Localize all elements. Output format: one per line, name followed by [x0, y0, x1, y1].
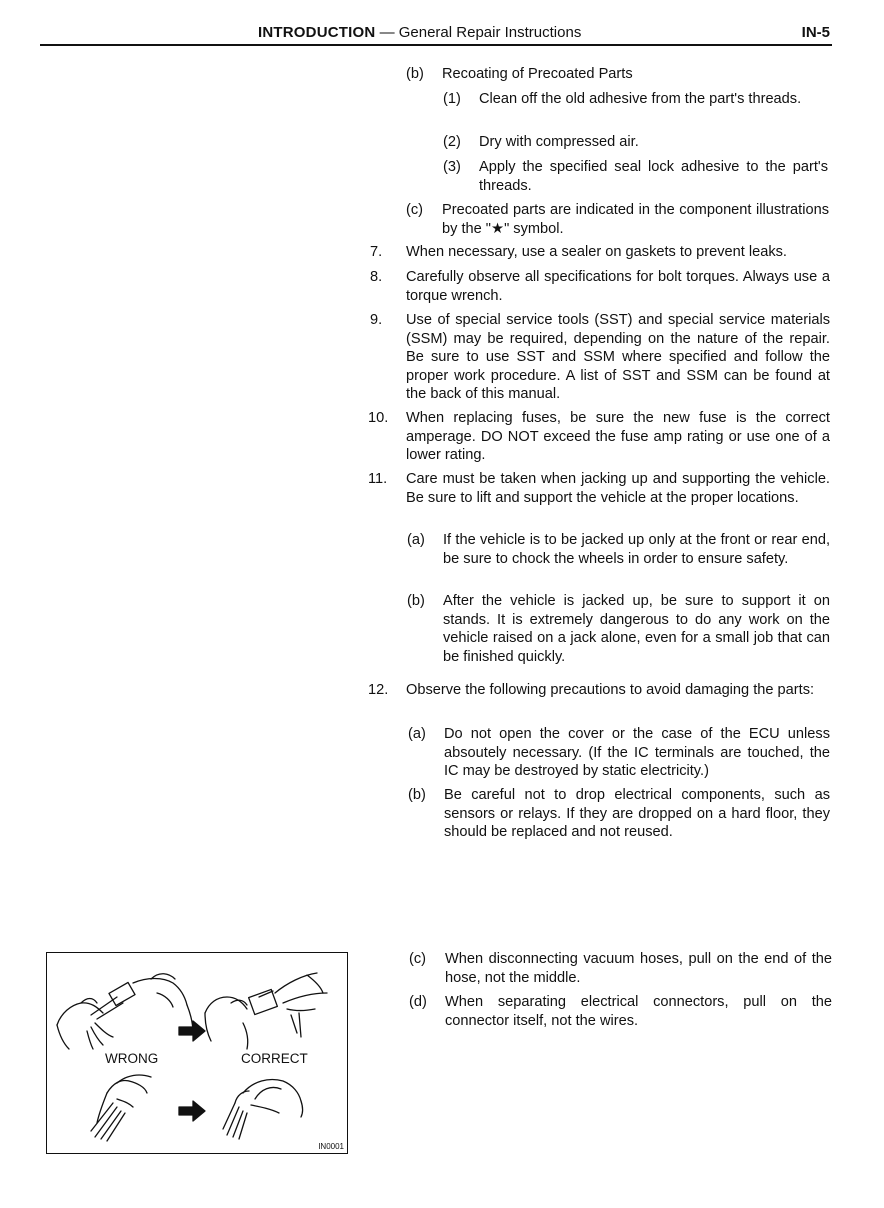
item-text: Clean off the old adhesive from the part's threads. — [479, 91, 802, 107]
item-text: Dry with compressed air. — [479, 134, 639, 150]
wrong-hands-drawing — [57, 974, 193, 1049]
item-marker: 12. — [368, 682, 389, 698]
item-marker: (1) — [443, 91, 461, 107]
header-dash: — — [379, 24, 395, 41]
label-wrong: WRONG — [105, 1051, 159, 1066]
wrong-wire-bundle-drawing — [91, 1075, 151, 1141]
item-text: After the vehicle is jacked up, be sure to support it on stands. It is extremely dangerous to do any work on the vehicle raised on a jack alone, even for a small job that can be finished quickly. — [443, 593, 830, 665]
correct-connector-drawing — [223, 1080, 303, 1140]
item-text: Precoated parts are indicated in the component illustrations by the "★" symbol. — [442, 202, 829, 237]
header-title — [258, 24, 581, 41]
item-text: Apply the specified seal lock adhesive to the part's threads. — [479, 159, 828, 194]
item-text: When disconnecting vacuum hoses, pull on the end of the hose, not the middle. — [445, 951, 832, 986]
item-text: Use of special service tools (SST) and special service materials (SSM) may be required, depending on the nature of the repair. Be sure to use SST and SSM where specified and follow the proper work procedure. A list of SST and SSM can be found at the back of this manual. — [406, 312, 830, 403]
item-marker: (b) — [406, 66, 424, 82]
item-marker: (a) — [408, 726, 426, 742]
item-text: If the vehicle is to be jacked up only at the front or rear end, be sure to chock the wheels in order to ensure safety. — [443, 532, 830, 567]
item-marker: (2) — [443, 134, 461, 150]
item-text: Carefully observe all specifications for bolt torques. Always use a torque wrench. — [406, 269, 830, 304]
item-marker: (c) — [406, 202, 424, 218]
item-marker: (3) — [443, 159, 461, 175]
figure-code: IN0001 — [318, 1142, 344, 1151]
header-subtitle: General Repair Instructions — [398, 24, 582, 41]
item-text: Care must be taken when jacking up and supporting the vehicle. Be sure to lift and support the vehicle at the proper locations. — [406, 471, 830, 506]
item-marker: 10. — [368, 410, 389, 426]
correct-hands-drawing — [205, 973, 327, 1049]
item-marker: 8. — [370, 269, 383, 285]
item-marker: 9. — [370, 312, 383, 328]
page-number: IN-5 — [801, 24, 830, 41]
item-marker: 11. — [368, 471, 388, 487]
connector-illustration — [46, 952, 348, 1154]
item-marker: (a) — [407, 532, 425, 548]
item-text: Recoating of Precoated Parts — [442, 66, 633, 82]
item-text: Be careful not to drop electrical components, such as sensors or relays. If they are dropped on a hard floor, they should be replaced and not reused. — [444, 787, 830, 841]
item-marker: (b) — [408, 787, 426, 803]
item-marker: (d) — [409, 994, 427, 1010]
item-text: When separating electrical connectors, pull on the connector itself, not the wires. — [445, 994, 832, 1029]
item-marker: (c) — [409, 951, 427, 967]
item-text: When replacing fuses, be sure the new fuse is the correct amperage. DO NOT exceed the fuse amp rating or use one of a lower rating. — [406, 410, 830, 464]
item-text: When necessary, use a sealer on gaskets to prevent leaks. — [406, 244, 787, 260]
item-marker: (b) — [407, 593, 425, 609]
arrow-bottom-icon — [179, 1101, 205, 1121]
item-marker: 7. — [370, 244, 383, 260]
item-text: Observe the following precautions to avoid damaging the parts: — [406, 682, 815, 698]
header-section: INTRODUCTION — [258, 24, 376, 41]
page-header — [40, 22, 832, 46]
label-correct: CORRECT — [241, 1051, 308, 1066]
item-text: Do not open the cover or the case of the ECU unless absoutely necessary. (If the IC terminals are touched, the IC may be destroyed by static electricity.) — [444, 726, 830, 780]
